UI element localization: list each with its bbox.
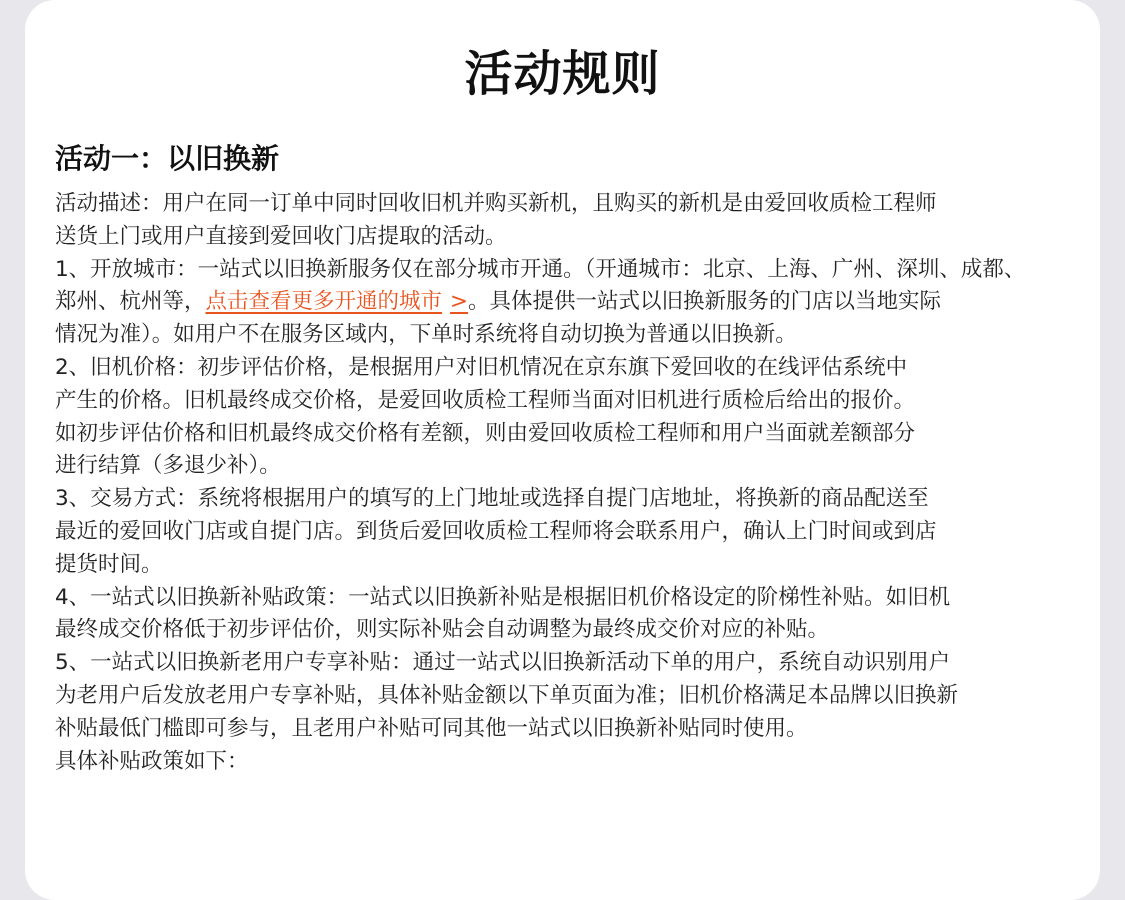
rule-line: 如初步评估价格和旧机最终成交价格有差额，则由爱回收质检工程师和用户当面就差额部分 [55,420,916,446]
rule-line: 最终成交价格低于初步评估价，则实际补贴会自动调整为最终成交价对应的补贴。 [55,617,830,643]
rule-line: 5、一站式以旧换新老用户专享补贴：通过一站式以旧换新活动下单的用户，系统自动识别用户 [55,650,951,676]
more-cities-link-label: 点击查看更多开通的城市 [205,289,443,315]
rule-line: 最近的爱回收门店或自提门店。到货后爱回收质检工程师将会联系用户，确认上门时间或到店 [55,518,937,544]
section-heading: 活动一：以旧换新 [55,142,280,175]
rule-line: 4、一站式以旧换新补贴政策：一站式以旧换新补贴是根据旧机价格设定的阶梯性补贴。如旧机 [55,584,951,610]
rule-line: 补贴最低门槛即可参与，且老用户补贴可同其他一站式以旧换新补贴同时使用。 [55,715,808,741]
rule-line: 具体补贴政策如下： [55,748,249,774]
rule-line: 活动描述：用户在同一订单中同时回收旧机并购买新机，且购买的新机是由爱回收质检工程师 [55,191,937,216]
rule-line: 2、旧机价格：初步评估价格，是根据用户对旧机情况在京东旗下爱回收的在线评估系统中 [55,354,908,380]
rule-line: 送货上门或用户直接到爱回收门店提取的活动。 [55,223,507,249]
rule-line: 为老用户后发放老用户专享补贴，具体补贴金额以下单页面为准；旧机价格满足本品牌以旧换新 [55,682,959,708]
more-cities-link[interactable] [206,289,469,314]
rule-line: 3、交易方式：系统将根据用户的填写的上门地址或选择自提门店地址，将换新的商品配送至 [55,486,929,512]
rule-line: 产生的价格。旧机最终成交价格，是爱回收质检工程师当面对旧机进行质检后给出的报价。 [55,387,916,413]
rule-line: 1、开放城市：一站式以旧换新服务仅在部分城市开通。（开通城市：北京、上海、广州、深圳、成都、 [55,256,1026,282]
rule-line-with-link [55,286,1075,319]
rules-body [55,188,1075,778]
rule-text: 。具体提供一站式以旧换新服务的门店以当地实际 [468,289,942,315]
rule-line: 提货时间。 [55,551,163,577]
rule-line: 进行结算（多退少补）。 [55,453,281,479]
rules-sheet [25,0,1100,900]
rule-line: 情况为准）。如用户不在服务区域内，下单时系统将自动切换为普通以旧换新。 [55,322,797,348]
chevron-right-icon: > [450,289,469,315]
page-title: 活动规则 [464,46,661,102]
rule-text: 郑州、杭州等， [55,289,206,315]
